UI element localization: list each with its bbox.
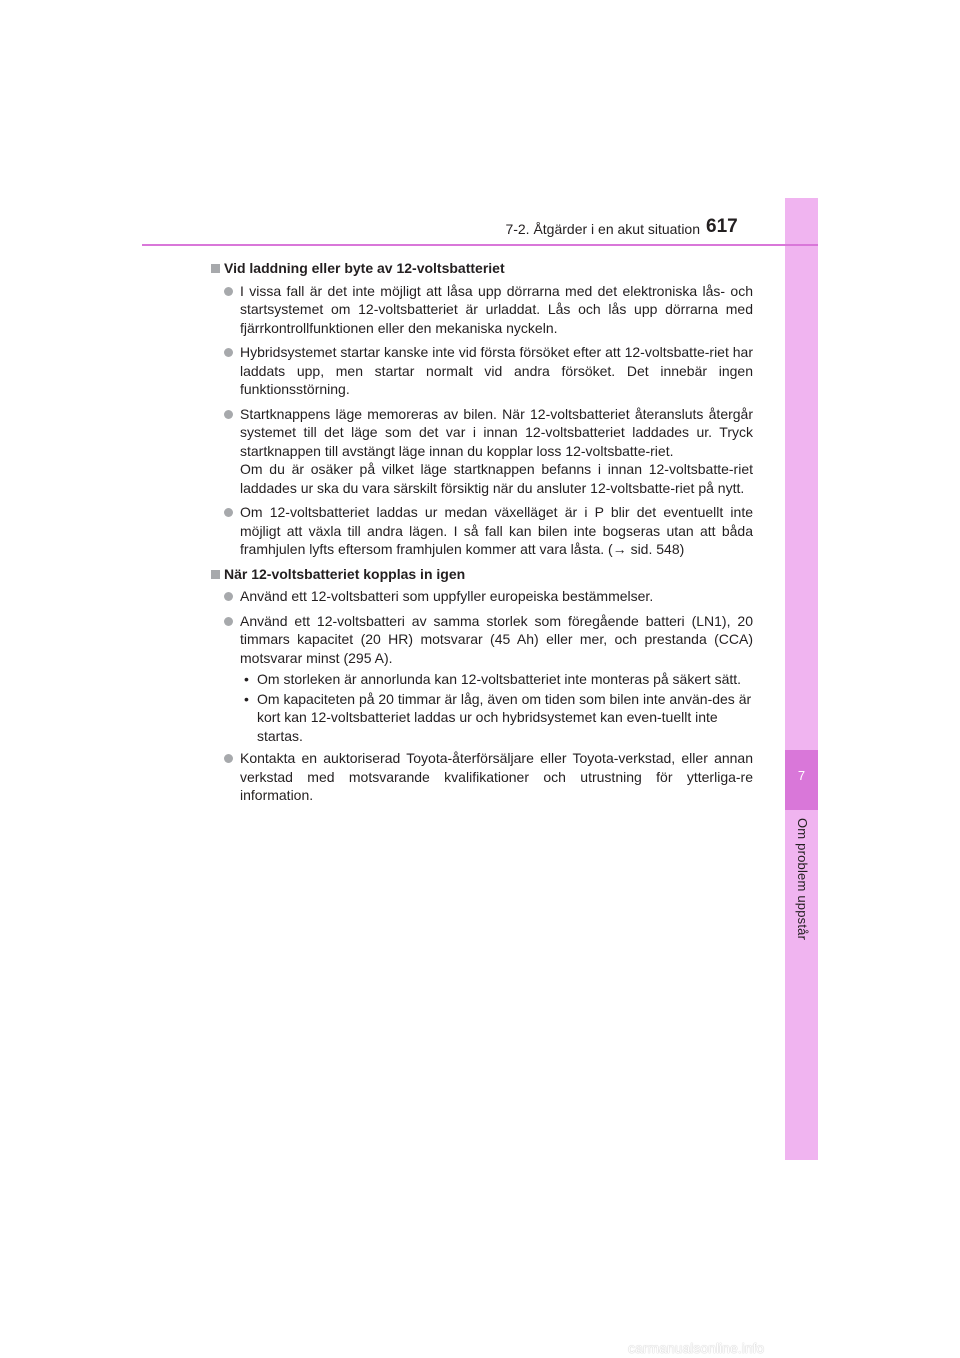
chapter-side-tab — [785, 198, 818, 1160]
chapter-title: Om problem uppstår — [795, 818, 810, 941]
header-rule — [142, 244, 818, 246]
watermark-text: carmanualsonline.info — [628, 1340, 765, 1356]
list-item: I vissa fall är det inte möjligt att låsa upp dörrarna med det elektroniska lås- och startsystemet om 12-voltsbatteriet är urladdat. Lås och lås upp dörrarna med fjärrkontrollfunktionen eller den mekaniska nyckeln. — [210, 282, 753, 338]
section-heading: När 12-voltsbatteriet kopplas in igen — [210, 565, 753, 584]
circle-bullet-icon — [224, 508, 233, 517]
list-item: Om 12-voltsbatteriet laddas ur medan växelläget är i P blir det eventuellt inte möjligt att växla till andra lägen. I så fall kan bilen inte bogseras utan att båda framhjulen lyfts eftersom framhjulen kommer att vara låsta. (→ sid. 548) — [210, 503, 753, 559]
list-item-continuation: Om du är osäker på vilket läge startknappen befanns i innan 12-voltsbatte-riet laddades ur ska du vara särskilt försiktig när du ansluter 12-voltsbatte-riet på nytt. — [240, 461, 753, 496]
list-item: Hybridsystemet startar kanske inte vid första försöket efter att 12-voltsbatte-riet har laddats upp, men startar normalt vid andra försöket. Det innebär ingen funktionsstörning. — [210, 343, 753, 399]
bullet-dot-icon: • — [244, 690, 249, 707]
sub-list-item: • Om kapaciteten på 20 timmar är låg, även om tiden som bilen inte använ-des är kort kan 12-voltsbatteriet laddas ur och hybridsystemet kan even-tuellt inte startas. — [244, 690, 752, 744]
sub-list-item: • Om storleken är annorlunda kan 12-voltsbatteriet inte monteras på säkert sätt. — [244, 671, 742, 687]
header-section-title: 7-2. Åtgärder i en akut situation — [505, 221, 700, 237]
circle-bullet-icon — [224, 617, 233, 626]
circle-bullet-icon — [224, 592, 233, 601]
list-item: Startknappens läge memoreras av bilen. När 12-voltsbatteriet återansluts återgår systemet till det läge som det var i innan 12-voltsbatteriet laddades ur. Tryck startknappen till avstängt läge innan du kopplar loss 12-voltsbatte-riet. Om du är osäker på vilket läge startknappen befanns i innan 12-voltsbatte-riet laddades ur ska du vara särskilt försiktig när du ansluter 12-voltsbatte-riet på nytt. — [210, 405, 753, 498]
square-bullet-icon — [211, 264, 220, 273]
chapter-number: 7 — [797, 768, 806, 783]
page-number: 617 — [706, 216, 738, 237]
circle-bullet-icon — [224, 410, 233, 419]
bullet-dot-icon: • — [244, 671, 249, 687]
list-item: Kontakta en auktoriserad Toyota-återförsäljare eller Toyota-verkstad, eller annan verkstad med motsvarande kvalifikationer och utrustning för ytterliga-re information. — [210, 749, 753, 805]
page-content — [210, 254, 753, 811]
square-bullet-icon — [211, 570, 220, 579]
circle-bullet-icon — [224, 754, 233, 763]
circle-bullet-icon — [224, 287, 233, 296]
list-item: Använd ett 12-voltsbatteri som uppfyller europeiska bestämmelser. — [210, 587, 753, 606]
circle-bullet-icon — [224, 348, 233, 357]
section-heading: Vid laddning eller byte av 12-voltsbatteriet — [210, 259, 753, 278]
list-item: Använd ett 12-voltsbatteri av samma storlek som föregående batteri (LN1), 20 timmars kapacitet (20 HR) motsvarar (45 Ah) eller mer, och prestanda (CCA) motsvarar minst (295 A). — [210, 612, 753, 668]
